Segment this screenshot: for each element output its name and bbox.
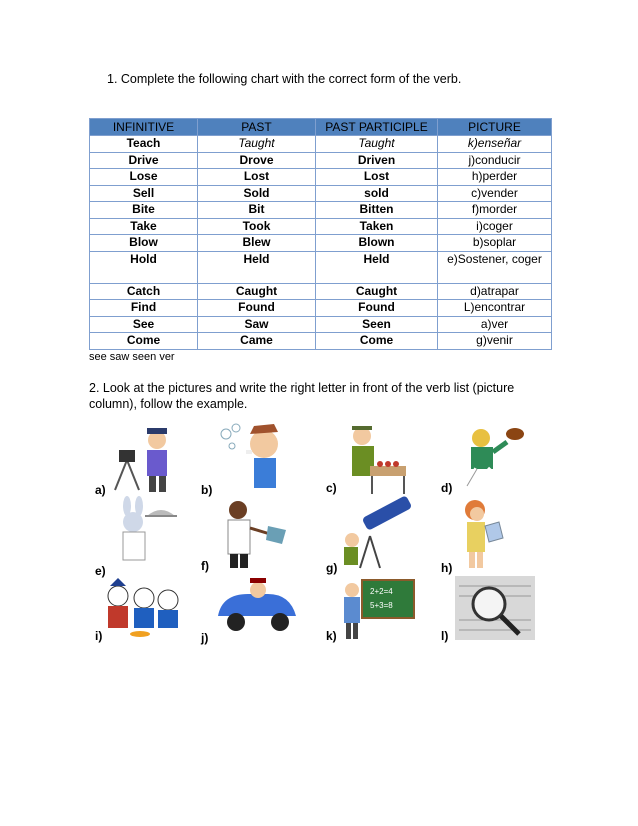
- verb-row: [90, 136, 552, 153]
- cell-infinitive: Bite: [90, 202, 198, 219]
- cell-past: Took: [198, 218, 316, 235]
- header-picture: PICTURE: [438, 119, 552, 136]
- verb-row: [90, 185, 552, 202]
- picture-vendor: [340, 422, 410, 497]
- cell-past: Held: [198, 251, 316, 283]
- exercise1-instruction: 1. Complete the following chart with the correct form of the verb.: [107, 72, 462, 86]
- cell-past-participle: Caught: [316, 283, 438, 300]
- cell-infinitive: Hold: [90, 251, 198, 283]
- picture-rabbit-waiter: [105, 496, 185, 571]
- cell-infinitive: See: [90, 316, 198, 333]
- picture-letter-k: k): [326, 629, 337, 643]
- cell-picture: L)encontrar: [438, 300, 552, 317]
- cell-past-participle: Come: [316, 333, 438, 350]
- header-infinitive: INFINITIVE: [90, 119, 198, 136]
- verb-row: [90, 283, 552, 300]
- verb-row: [90, 300, 552, 317]
- picture-man-with-cloth: [218, 496, 298, 571]
- cell-picture: h)perder: [438, 169, 552, 186]
- picture-letter-l: l): [441, 629, 449, 643]
- picture-letter-e: e): [95, 564, 106, 578]
- cell-past-participle: Lost: [316, 169, 438, 186]
- picture-letter-h: h): [441, 561, 453, 575]
- cell-past-participle: Bitten: [316, 202, 438, 219]
- cell-past: Lost: [198, 169, 316, 186]
- verb-row: [90, 235, 552, 252]
- svg-text:5+3=8: 5+3=8: [370, 601, 393, 610]
- verb-row: [90, 169, 552, 186]
- cell-past: Sold: [198, 185, 316, 202]
- cell-past: Caught: [198, 283, 316, 300]
- verb-row: [90, 251, 552, 283]
- cell-picture: c)vender: [438, 185, 552, 202]
- cell-past: Bit: [198, 202, 316, 219]
- cell-picture: f)morder: [438, 202, 552, 219]
- picture-letter-f: f): [201, 559, 209, 573]
- picture-telescope: [340, 496, 420, 571]
- verb-row: [90, 316, 552, 333]
- cell-past: Blew: [198, 235, 316, 252]
- cell-infinitive: Lose: [90, 169, 198, 186]
- svg-text:2+2=4: 2+2=4: [370, 587, 393, 596]
- cell-past: Came: [198, 333, 316, 350]
- header-past: PAST: [198, 119, 316, 136]
- cell-past-participle: Taken: [316, 218, 438, 235]
- cell-past-participle: Blown: [316, 235, 438, 252]
- cell-picture: j)conducir: [438, 152, 552, 169]
- picture-letter-d: d): [441, 481, 453, 495]
- picture-magnifying-glass: [455, 576, 535, 641]
- cell-past: Found: [198, 300, 316, 317]
- cell-past: Taught: [198, 136, 316, 153]
- picture-letter-a: a): [95, 483, 106, 497]
- cell-past: Saw: [198, 316, 316, 333]
- picture-letter-c: c): [326, 481, 337, 495]
- cell-infinitive: Sell: [90, 185, 198, 202]
- cell-infinitive: Come: [90, 333, 198, 350]
- picture-letter-b: b): [201, 483, 213, 497]
- exercise2-instruction: 2. Look at the pictures and write the right letter in front of the verb list (picture column), follow the example.: [89, 381, 515, 411]
- picture-photographer: [105, 420, 185, 495]
- cell-picture: g)venir: [438, 333, 552, 350]
- picture-football-player: [455, 420, 535, 495]
- picture-letter-j: j): [201, 631, 209, 645]
- verb-chart: [89, 118, 552, 350]
- picture-car-driver: [212, 576, 302, 641]
- cell-past-participle: Found: [316, 300, 438, 317]
- cell-past: Drove: [198, 152, 316, 169]
- cell-picture: e)Sostener, coger: [438, 251, 552, 283]
- picture-letter-g: g): [326, 561, 338, 575]
- cell-infinitive: Drive: [90, 152, 198, 169]
- cell-infinitive: Catch: [90, 283, 198, 300]
- picture-woman-with-paper: [455, 496, 535, 571]
- verb-row: [90, 152, 552, 169]
- cell-picture: i)coger: [438, 218, 552, 235]
- picture-teacher-blackboard: [340, 576, 420, 641]
- picture-letter-i: i): [95, 629, 103, 643]
- cell-infinitive: Blow: [90, 235, 198, 252]
- cell-picture: b)soplar: [438, 235, 552, 252]
- cell-picture: a)ver: [438, 316, 552, 333]
- cell-past-participle: Held: [316, 251, 438, 283]
- cell-picture: k)enseñar: [438, 136, 552, 153]
- picture-boy-blowing-bubbles: [218, 420, 298, 495]
- cell-past-participle: Taught: [316, 136, 438, 153]
- cell-past-participle: sold: [316, 185, 438, 202]
- verb-row: [90, 202, 552, 219]
- cell-infinitive: Teach: [90, 136, 198, 153]
- cell-infinitive: Find: [90, 300, 198, 317]
- cell-past-participle: Driven: [316, 152, 438, 169]
- cell-picture: d)atrapar: [438, 283, 552, 300]
- header-past-participle: PAST PARTICIPLE: [316, 119, 438, 136]
- handwritten-note: see saw seen ver: [89, 351, 175, 363]
- verb-chart-header: [90, 119, 552, 136]
- verb-row: [90, 218, 552, 235]
- picture-cartoon-ducks: [100, 576, 190, 641]
- cell-past-participle: Seen: [316, 316, 438, 333]
- cell-infinitive: Take: [90, 218, 198, 235]
- verb-row: [90, 333, 552, 350]
